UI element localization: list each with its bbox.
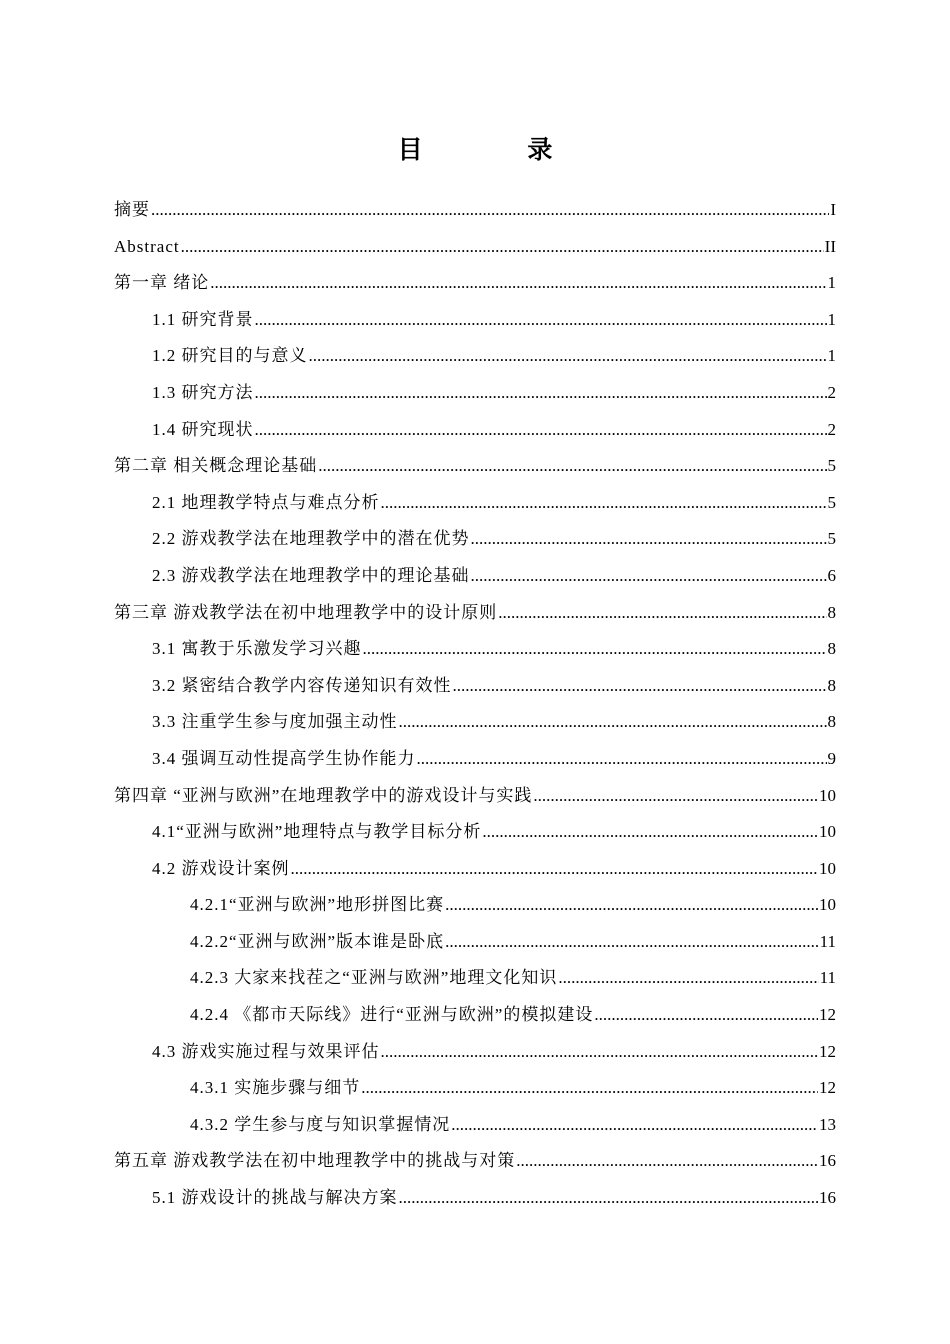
- toc-dot-leader: [291, 851, 819, 888]
- toc-dot-leader: [363, 631, 827, 668]
- toc-dot-leader: [151, 192, 829, 229]
- toc-entry-label: 4.3 游戏实施过程与效果评估: [152, 1041, 380, 1061]
- toc-entry-label: 1.3 研究方法: [152, 382, 254, 402]
- toc-entry-label: 1.4 研究现状: [152, 419, 254, 439]
- toc-entry[interactable]: [114, 1070, 836, 1107]
- toc-entry[interactable]: [114, 448, 836, 485]
- toc-entry-page-number: 8: [827, 602, 836, 622]
- toc-entry[interactable]: [114, 338, 836, 375]
- toc-entry-page-number: 5: [827, 492, 836, 512]
- toc-entry-label: 第五章 游戏教学法在初中地理教学中的挑战与对策: [114, 1151, 516, 1171]
- toc-entry-label: 3.1 寓教于乐激发学习兴趣: [152, 639, 362, 659]
- toc-entry-label: 4.2.1“亚洲与欧洲”地形拼图比赛: [190, 895, 445, 915]
- toc-entry-page-number: 11: [819, 931, 836, 951]
- toc-dot-leader: [594, 997, 818, 1034]
- toc-dot-leader: [361, 1070, 818, 1107]
- toc-dot-leader: [318, 448, 826, 485]
- toc-entry[interactable]: [114, 302, 836, 339]
- toc-entry[interactable]: [114, 1180, 836, 1217]
- toc-entry-page-number: I: [830, 200, 836, 219]
- toc-entry[interactable]: [114, 412, 836, 449]
- toc-entry-page-number: 10: [819, 822, 836, 842]
- toc-entry-page-number: 5: [827, 456, 836, 476]
- toc-dot-leader: [451, 1107, 818, 1144]
- toc-entry-page-number: 12: [819, 1078, 836, 1098]
- toc-entry-label: 3.4 强调互动性提高学生协作能力: [152, 748, 416, 768]
- toc-entry-page-number: 8: [827, 639, 836, 659]
- toc-dot-leader: [471, 521, 827, 558]
- toc-dot-leader: [309, 338, 827, 375]
- toc-dot-leader: [399, 1180, 819, 1217]
- toc-entry-label: 4.2.2“亚洲与欧洲”版本谁是卧底: [190, 931, 445, 951]
- toc-entry[interactable]: [114, 265, 836, 302]
- toc-entry-page-number: 12: [819, 1005, 836, 1025]
- toc-entry-label: 2.2 游戏教学法在地理教学中的潜在优势: [152, 529, 470, 549]
- toc-entry[interactable]: [114, 960, 836, 997]
- toc-dot-leader: [255, 375, 827, 412]
- toc-entry-page-number: 10: [819, 895, 836, 915]
- toc-dot-leader: [381, 485, 827, 522]
- toc-dot-leader: [482, 814, 818, 851]
- toc-entry[interactable]: [114, 814, 836, 851]
- toc-entry-page-number: 12: [819, 1041, 836, 1061]
- toc-entry-page-number: 2: [827, 382, 836, 402]
- toc-entry-page-number: 10: [819, 858, 836, 878]
- toc-entry-label: 1.1 研究背景: [152, 309, 254, 329]
- toc-entry[interactable]: [114, 229, 836, 266]
- page-title: 目 录: [397, 135, 601, 164]
- toc-entry-page-number: 10: [819, 785, 836, 805]
- toc-dot-leader: [471, 558, 827, 595]
- toc-entry-label: 3.3 注重学生参与度加强主动性: [152, 712, 398, 732]
- toc-entry-label: 4.1“亚洲与欧洲”地理特点与教学目标分析: [152, 822, 482, 842]
- toc-entry[interactable]: [114, 521, 836, 558]
- toc-entry-label: 4.2.4 《都市天际线》进行“亚洲与欧洲”的模拟建设: [190, 1005, 594, 1025]
- toc-entry-label: 第四章 “亚洲与欧洲”在地理教学中的游戏设计与实践: [114, 785, 533, 805]
- toc-entry[interactable]: [114, 1034, 836, 1071]
- toc-entry-label: Abstract: [114, 236, 180, 256]
- toc-entry-page-number: 8: [827, 712, 836, 732]
- toc-entry-label: 第三章 游戏教学法在初中地理教学中的设计原则: [114, 602, 498, 622]
- toc-entry-label: 2.1 地理教学特点与难点分析: [152, 492, 380, 512]
- toc-entry-page-number: 11: [819, 968, 836, 988]
- toc-dot-leader: [255, 412, 827, 449]
- toc-entry[interactable]: [114, 1143, 836, 1180]
- toc-entry-label: 4.3.2 学生参与度与知识掌握情况: [190, 1114, 451, 1134]
- toc-entry-label: 摘要: [114, 200, 150, 219]
- toc-entry[interactable]: [114, 192, 836, 229]
- toc-entry[interactable]: [114, 631, 836, 668]
- toc-entry[interactable]: [114, 851, 836, 888]
- toc-entry-label: 3.2 紧密结合教学内容传递知识有效性: [152, 675, 452, 695]
- toc-dot-leader: [453, 668, 827, 705]
- toc-dot-leader: [516, 1143, 818, 1180]
- toc-entry-page-number: II: [824, 236, 836, 256]
- toc-entry[interactable]: [114, 887, 836, 924]
- toc-entry-label: 4.2.3 大家来找茬之“亚洲与欧洲”地理文化知识: [190, 968, 558, 988]
- toc-entry[interactable]: [114, 778, 836, 815]
- toc-entry-label: 2.3 游戏教学法在地理教学中的理论基础: [152, 565, 470, 585]
- toc-dot-leader: [417, 741, 827, 778]
- toc-entry[interactable]: [114, 375, 836, 412]
- toc-entry[interactable]: [114, 558, 836, 595]
- toc-entry-label: 第二章 相关概念理论基础: [114, 456, 318, 476]
- toc-dot-leader: [445, 887, 818, 924]
- toc-entry-page-number: 1: [827, 309, 836, 329]
- toc-entry-label: 5.1 游戏设计的挑战与解决方案: [152, 1188, 398, 1208]
- toc-entry-page-number: 1: [827, 346, 836, 366]
- toc-entry[interactable]: [114, 741, 836, 778]
- toc-entry[interactable]: [114, 704, 836, 741]
- toc-entry-page-number: 5: [827, 529, 836, 549]
- toc-entry-label: 4.2 游戏设计案例: [152, 858, 290, 878]
- toc-entry[interactable]: [114, 997, 836, 1034]
- toc-entry-page-number: 16: [819, 1151, 836, 1171]
- toc-entry-page-number: 2: [827, 419, 836, 439]
- toc-dot-leader: [445, 924, 819, 961]
- toc-entry-page-number: 1: [827, 273, 836, 293]
- toc-entry[interactable]: [114, 668, 836, 705]
- toc-entry-page-number: 6: [827, 565, 836, 585]
- table-of-contents: [114, 192, 836, 1217]
- toc-entry-label: 1.2 研究目的与意义: [152, 346, 308, 366]
- toc-entry-label: 4.3.1 实施步骤与细节: [190, 1078, 361, 1098]
- toc-dot-leader: [381, 1034, 819, 1071]
- toc-dot-leader: [558, 960, 818, 997]
- toc-entry-page-number: 13: [819, 1114, 836, 1134]
- toc-entry-page-number: 16: [819, 1188, 836, 1208]
- toc-entry[interactable]: [114, 485, 836, 522]
- toc-dot-leader: [210, 265, 826, 302]
- toc-entry-page-number: 9: [827, 748, 836, 768]
- toc-dot-leader: [255, 302, 827, 339]
- toc-dot-leader: [181, 229, 824, 266]
- toc-dot-leader: [399, 704, 827, 741]
- toc-entry[interactable]: [114, 595, 836, 632]
- toc-entry-label: 第一章 绪论: [114, 273, 210, 293]
- toc-entry[interactable]: [114, 924, 836, 961]
- toc-dot-leader: [533, 778, 818, 815]
- toc-entry[interactable]: [114, 1107, 836, 1144]
- toc-entry-page-number: 8: [827, 675, 836, 695]
- toc-dot-leader: [498, 595, 826, 632]
